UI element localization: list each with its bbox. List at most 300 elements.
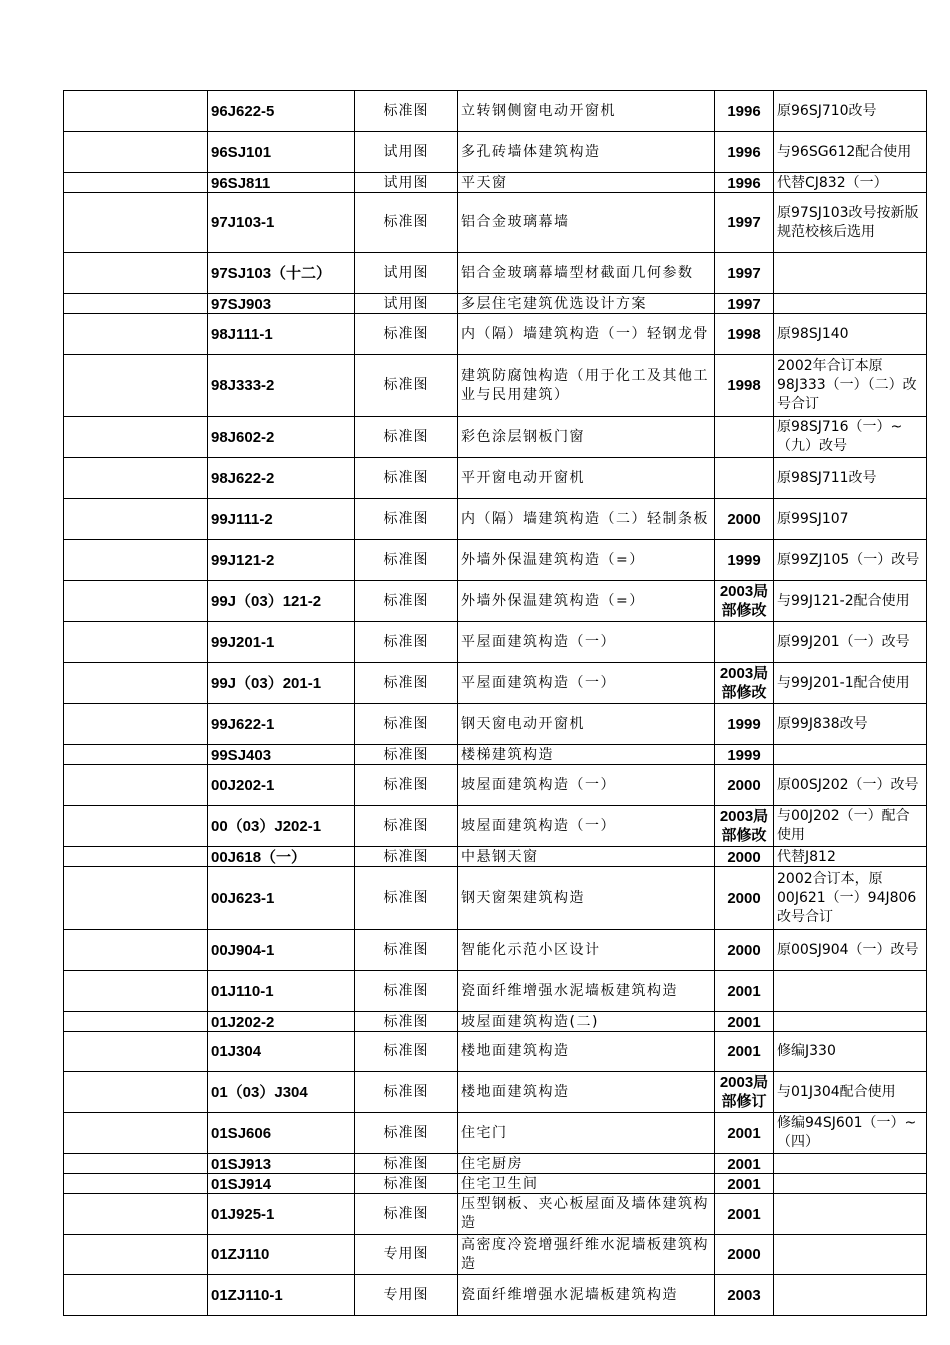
table-row: [64, 1113, 927, 1154]
year-cell: [715, 867, 774, 930]
code-text: 97J103-1: [211, 214, 275, 231]
code-cell: [208, 867, 355, 930]
note-cell: [774, 458, 927, 499]
name-cell: [458, 499, 715, 540]
code-text: 98J111-1: [211, 325, 273, 343]
type-text: 标准图: [383, 325, 429, 342]
code-text: 98J622-2: [211, 469, 275, 487]
type-cell: [355, 1154, 458, 1174]
name-cell: [458, 930, 715, 971]
name-text: 楼地面建筑构造: [461, 1083, 570, 1100]
note-text: 修编J330: [777, 1043, 836, 1059]
name-cell: [458, 193, 715, 253]
note-cell: [774, 193, 927, 253]
type-cell: [355, 540, 458, 581]
type-cell: [355, 417, 458, 458]
table-row: [64, 417, 927, 458]
note-cell: [774, 1113, 927, 1154]
year-text: 1996: [727, 174, 761, 192]
note-text: 原99J838改号: [777, 715, 868, 732]
code-cell: [208, 1174, 355, 1194]
type-cell: [355, 91, 458, 132]
code-text: 01J925-1: [211, 1205, 275, 1223]
table-row: [64, 1012, 927, 1032]
table-row: [64, 1275, 927, 1316]
name-cell: [458, 765, 715, 806]
name-cell: [458, 581, 715, 622]
index-cell: [64, 745, 208, 765]
table-row: [64, 1032, 927, 1072]
code-cell: [208, 294, 355, 314]
code-cell: [208, 971, 355, 1012]
index-cell: [64, 132, 208, 173]
index-cell: [64, 806, 208, 847]
code-cell: [208, 540, 355, 581]
index-cell: [64, 765, 208, 806]
code-text: 96SJ101: [211, 143, 272, 161]
type-cell: [355, 294, 458, 314]
type-cell: [355, 847, 458, 867]
type-cell: [355, 173, 458, 193]
name-text: 中悬钢天窗: [461, 848, 539, 865]
code-cell: [208, 1032, 355, 1072]
note-text: 原00SJ904（一）改号: [777, 941, 919, 958]
name-cell: [458, 91, 715, 132]
name-cell: [458, 355, 715, 417]
type-text: 标准图: [383, 1043, 429, 1059]
name-text: 多孔砖墙体建筑构造: [461, 143, 601, 160]
name-cell: [458, 132, 715, 173]
name-cell: [458, 1032, 715, 1072]
year-text: 2000: [727, 848, 761, 866]
code-text: 01SJ913: [211, 1155, 272, 1173]
year-cell: [715, 132, 774, 173]
table-row: [64, 971, 927, 1012]
type-text: 标准图: [383, 715, 429, 732]
year-text: 2001: [727, 1155, 761, 1173]
code-text: 00（03）J202-1: [211, 817, 322, 835]
name-text: 压型钢板、夹心板屋面及墙体建筑构造: [461, 1196, 709, 1231]
type-cell: [355, 704, 458, 745]
name-cell: [458, 417, 715, 458]
index-cell: [64, 1032, 208, 1072]
year-cell: [715, 91, 774, 132]
name-text: 平屋面建筑构造（一）: [461, 633, 616, 650]
type-text: 标准图: [383, 1155, 429, 1172]
table-row: [64, 540, 927, 581]
code-cell: [208, 91, 355, 132]
code-cell: [208, 663, 355, 704]
table-row: [64, 355, 927, 417]
note-text: 与01J304配合使用: [777, 1083, 896, 1100]
type-text: 标准图: [383, 469, 429, 486]
code-cell: [208, 1012, 355, 1032]
code-text: 99J（03）121-2: [211, 592, 322, 610]
year-cell: [715, 1235, 774, 1275]
type-text: 标准图: [383, 551, 429, 568]
code-text: 01SJ914: [211, 1175, 272, 1193]
code-cell: [208, 622, 355, 663]
type-cell: [355, 1174, 458, 1194]
type-cell: [355, 355, 458, 417]
code-cell: [208, 417, 355, 458]
note-cell: [774, 867, 927, 930]
table-row: [64, 1235, 927, 1275]
name-text: 铝合金玻璃幕墙: [461, 214, 570, 230]
code-text: 99SJ403: [211, 746, 272, 764]
type-text: 标准图: [383, 982, 429, 999]
index-cell: [64, 458, 208, 499]
note-text: 原99SJ107: [777, 510, 849, 527]
note-cell: [774, 1072, 927, 1113]
name-cell: [458, 173, 715, 193]
name-cell: [458, 867, 715, 930]
name-text: 坡屋面建筑构造(二): [461, 1013, 599, 1030]
type-cell: [355, 581, 458, 622]
year-text: 1996: [727, 143, 761, 161]
name-cell: [458, 1194, 715, 1235]
year-cell: [715, 847, 774, 867]
table-row: [64, 930, 927, 971]
note-text: 原98SJ716（一）~（九）改号: [777, 419, 903, 454]
table-row: [64, 132, 927, 173]
type-text: 标准图: [383, 1013, 429, 1030]
index-cell: [64, 1275, 208, 1316]
code-cell: [208, 1113, 355, 1154]
code-cell: [208, 173, 355, 193]
type-text: 标准图: [383, 592, 429, 609]
table-row: [64, 847, 927, 867]
name-cell: [458, 1275, 715, 1316]
type-text: 标准图: [383, 1205, 429, 1222]
note-cell: [774, 253, 927, 294]
index-cell: [64, 173, 208, 193]
year-text: 2001: [727, 1013, 761, 1031]
year-cell: [715, 806, 774, 847]
index-cell: [64, 663, 208, 704]
index-cell: [64, 91, 208, 132]
name-cell: [458, 1235, 715, 1275]
type-cell: [355, 1194, 458, 1235]
table-row: [64, 867, 927, 930]
type-text: 标准图: [383, 428, 429, 445]
table-row: [64, 458, 927, 499]
code-cell: [208, 1235, 355, 1275]
code-text: 01J110-1: [211, 982, 274, 1000]
table-row: [64, 1072, 927, 1113]
year-text: 1997: [727, 295, 761, 313]
name-text: 高密度冷瓷增强纤维水泥墙板建筑构造: [461, 1236, 709, 1272]
note-text: 原99J201（一）改号: [777, 633, 910, 650]
name-cell: [458, 314, 715, 355]
type-cell: [355, 745, 458, 765]
year-text: 2001: [727, 1175, 761, 1193]
note-text: 2002年合订本原98J333（一）（二）改号合订: [777, 358, 917, 412]
code-text: 99J（03）201-1: [211, 674, 322, 692]
code-text: 98J333-2: [211, 377, 275, 394]
year-cell: [715, 704, 774, 745]
name-text: 坡屋面建筑构造（一）: [461, 776, 616, 793]
code-cell: [208, 132, 355, 173]
name-cell: [458, 1012, 715, 1032]
table-body: [64, 91, 927, 1316]
year-text: 2000: [727, 776, 761, 794]
code-cell: [208, 499, 355, 540]
note-cell: [774, 540, 927, 581]
index-cell: [64, 355, 208, 417]
year-cell: [715, 540, 774, 581]
type-cell: [355, 971, 458, 1012]
table-row: [64, 499, 927, 540]
note-text: 修编94SJ601（一）~（四）: [777, 1115, 917, 1150]
note-cell: [774, 1012, 927, 1032]
name-text: 外墙外保温建筑构造（=）: [461, 592, 645, 609]
year-cell: [715, 314, 774, 355]
index-cell: [64, 1072, 208, 1113]
type-cell: [355, 867, 458, 930]
name-text: 平屋面建筑构造（一）: [461, 674, 616, 691]
note-cell: [774, 1194, 927, 1235]
name-text: 住宅卫生间: [461, 1175, 539, 1192]
year-text: 2000: [727, 889, 761, 907]
type-text: 标准图: [383, 377, 429, 393]
index-cell: [64, 193, 208, 253]
type-cell: [355, 1032, 458, 1072]
year-cell: [715, 499, 774, 540]
code-cell: [208, 253, 355, 294]
note-cell: [774, 1174, 927, 1194]
index-cell: [64, 1113, 208, 1154]
name-cell: [458, 1072, 715, 1113]
type-text: 标准图: [383, 102, 429, 119]
note-cell: [774, 765, 927, 806]
year-text: 2003局部修改: [719, 808, 769, 844]
table-row: [64, 294, 927, 314]
name-cell: [458, 971, 715, 1012]
code-text: 99J121-2: [211, 551, 275, 569]
table-row: [64, 663, 927, 704]
year-text: 2001: [727, 1205, 761, 1223]
code-cell: [208, 806, 355, 847]
year-text: 1997: [727, 264, 761, 282]
type-text: 标准图: [383, 776, 429, 793]
name-cell: [458, 1154, 715, 1174]
code-text: 99J111-2: [211, 510, 273, 528]
name-cell: [458, 745, 715, 765]
year-text: 1999: [727, 746, 761, 764]
index-cell: [64, 499, 208, 540]
index-cell: [64, 1194, 208, 1235]
code-text: 01ZJ110-1: [211, 1286, 283, 1304]
code-text: 99J622-1: [211, 715, 275, 733]
type-cell: [355, 1235, 458, 1275]
note-text: 与96SG612配合使用: [777, 143, 912, 160]
index-cell: [64, 971, 208, 1012]
type-text: 标准图: [383, 817, 429, 834]
code-cell: [208, 1072, 355, 1113]
index-cell: [64, 417, 208, 458]
name-text: 智能化示范小区设计: [461, 941, 601, 958]
name-text: 瓷面纤维增强水泥墙板建筑构造: [461, 982, 678, 999]
index-cell: [64, 1235, 208, 1275]
table-row: [64, 314, 927, 355]
code-text: 01J202-2: [211, 1013, 275, 1031]
year-cell: [715, 1174, 774, 1194]
year-cell: [715, 458, 774, 499]
year-cell: [715, 971, 774, 1012]
note-text: 原99ZJ105（一）改号: [777, 551, 920, 568]
index-cell: [64, 1012, 208, 1032]
note-cell: [774, 1032, 927, 1072]
table-row: [64, 1194, 927, 1235]
table-row: [64, 173, 927, 193]
index-cell: [64, 867, 208, 930]
code-cell: [208, 930, 355, 971]
type-cell: [355, 1012, 458, 1032]
type-text: 标准图: [383, 510, 429, 527]
type-text: 试用图: [383, 295, 429, 312]
code-text: 97SJ903: [211, 295, 272, 313]
code-cell: [208, 581, 355, 622]
type-text: 标准图: [383, 214, 429, 230]
code-text: 00J618（一）: [211, 848, 307, 866]
table-row: [64, 1174, 927, 1194]
index-cell: [64, 294, 208, 314]
note-text: 代替J812: [777, 848, 836, 865]
code-text: 96J622-5: [211, 102, 275, 120]
type-text: 标准图: [383, 674, 429, 691]
note-cell: [774, 91, 927, 132]
type-cell: [355, 499, 458, 540]
table-row: [64, 193, 927, 253]
note-cell: [774, 704, 927, 745]
name-text: 建筑防腐蚀构造（用于化工及其他工业与民用建筑）: [461, 367, 709, 403]
code-text: 01SJ606: [211, 1124, 272, 1142]
year-text: 1998: [727, 377, 761, 394]
code-cell: [208, 355, 355, 417]
year-text: 1997: [727, 214, 761, 231]
name-text: 钢天窗架建筑构造: [461, 889, 585, 906]
note-cell: [774, 971, 927, 1012]
year-text: 2003局部修改: [719, 583, 769, 619]
table-row: [64, 704, 927, 745]
name-cell: [458, 253, 715, 294]
name-text: 外墙外保温建筑构造（=）: [461, 551, 645, 568]
name-text: 彩色涂层钢板门窗: [461, 428, 585, 445]
name-text: 平天窗: [461, 174, 508, 191]
note-cell: [774, 1154, 927, 1174]
type-text: 标准图: [383, 941, 429, 958]
type-text: 试用图: [383, 264, 429, 281]
type-text: 标准图: [383, 1175, 429, 1192]
year-cell: [715, 1154, 774, 1174]
code-cell: [208, 458, 355, 499]
code-text: 00J623-1: [211, 889, 275, 907]
year-text: 2001: [727, 1124, 761, 1142]
year-text: 2001: [727, 1043, 761, 1060]
name-cell: [458, 806, 715, 847]
year-text: 2000: [727, 1246, 761, 1263]
table-row: [64, 1154, 927, 1174]
type-cell: [355, 1275, 458, 1316]
year-text: 2000: [727, 941, 761, 959]
note-cell: [774, 581, 927, 622]
name-text: 瓷面纤维增强水泥墙板建筑构造: [461, 1286, 678, 1303]
year-cell: [715, 745, 774, 765]
name-text: 住宅门: [461, 1124, 508, 1141]
index-cell: [64, 253, 208, 294]
name-text: 楼梯建筑构造: [461, 746, 554, 763]
note-cell: [774, 745, 927, 765]
note-cell: [774, 314, 927, 355]
code-text: 00J202-1: [211, 776, 275, 794]
name-cell: [458, 622, 715, 663]
type-cell: [355, 663, 458, 704]
index-cell: [64, 622, 208, 663]
type-text: 试用图: [383, 174, 429, 191]
year-text: 1998: [727, 325, 761, 343]
name-text: 内（隔）墙建筑构造（二）轻制条板: [461, 510, 709, 527]
note-text: 原98SJ711改号: [777, 469, 877, 486]
note-text: 与00J202（一）配合使用: [777, 808, 910, 843]
note-cell: [774, 930, 927, 971]
index-cell: [64, 704, 208, 745]
note-cell: [774, 806, 927, 847]
table-row: [64, 622, 927, 663]
year-cell: [715, 1275, 774, 1316]
type-cell: [355, 458, 458, 499]
name-cell: [458, 663, 715, 704]
year-text: 1996: [727, 102, 761, 120]
type-cell: [355, 765, 458, 806]
note-text: 与99J121-2配合使用: [777, 592, 910, 609]
year-text: 2000: [727, 510, 761, 528]
year-cell: [715, 1032, 774, 1072]
year-text: 2003局部修订: [719, 1074, 769, 1110]
year-cell: [715, 253, 774, 294]
type-text: 标准图: [383, 1083, 429, 1100]
type-text: 专用图: [383, 1286, 429, 1303]
code-text: 00J904-1: [211, 941, 275, 959]
note-cell: [774, 355, 927, 417]
index-cell: [64, 930, 208, 971]
code-cell: [208, 704, 355, 745]
year-cell: [715, 930, 774, 971]
code-cell: [208, 1194, 355, 1235]
year-cell: [715, 355, 774, 417]
name-text: 钢天窗电动开窗机: [461, 715, 585, 732]
year-cell: [715, 173, 774, 193]
note-text: 代替CJ832（一）: [777, 174, 888, 191]
year-text: 2003局部修改: [719, 665, 769, 701]
table-row: [64, 253, 927, 294]
type-cell: [355, 622, 458, 663]
type-text: 专用图: [383, 1246, 429, 1262]
index-cell: [64, 314, 208, 355]
name-cell: [458, 1174, 715, 1194]
code-text: 97SJ103（十二）: [211, 264, 332, 282]
index-cell: [64, 540, 208, 581]
year-text: 2001: [727, 982, 761, 1000]
name-text: 立转钢侧窗电动开窗机: [461, 102, 616, 119]
note-cell: [774, 663, 927, 704]
code-cell: [208, 314, 355, 355]
type-text: 标准图: [383, 1124, 429, 1141]
table-row: [64, 745, 927, 765]
type-cell: [355, 132, 458, 173]
note-text: 原98SJ140: [777, 325, 849, 342]
year-cell: [715, 1194, 774, 1235]
